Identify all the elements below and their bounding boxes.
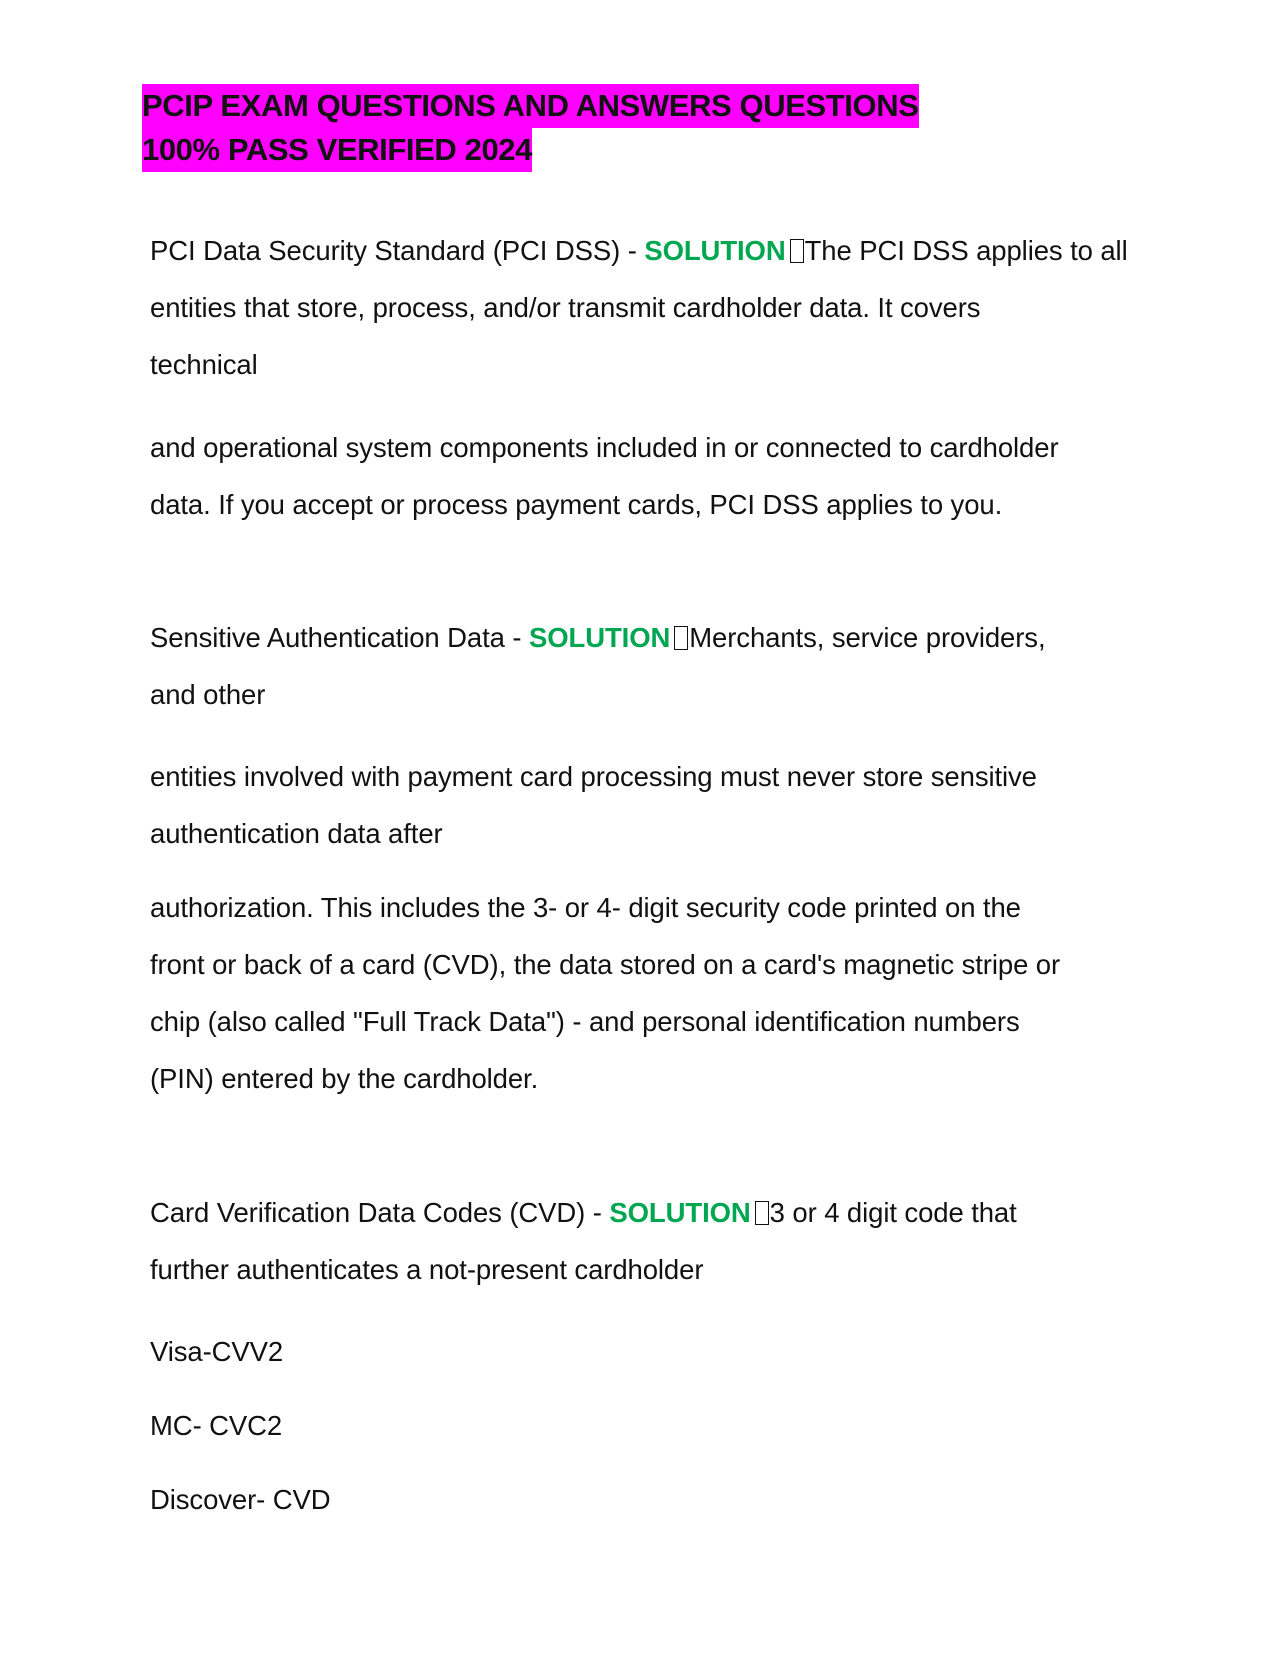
entry-2-answer-line-1: Merchants, service providers, — [689, 622, 1046, 653]
entry-1-line-1 — [150, 222, 1130, 279]
missing-glyph-box-icon — [755, 1201, 769, 1225]
entry-2-answer-line-2: and other — [150, 679, 266, 710]
missing-glyph-box-icon — [790, 239, 804, 263]
entry-2-solution-label: SOLUTION — [528, 622, 671, 653]
entry-2-para-2-line-2: authentication data after — [150, 818, 443, 849]
entry-1-answer-line-3: technical — [150, 349, 258, 380]
entry-3-line-1 — [150, 1184, 1130, 1241]
entry-2-term: Sensitive Authentication Data - — [150, 622, 529, 653]
entry-1-paragraph-2 — [150, 419, 1130, 533]
title-line-2: 100% PASS VERIFIED 2024 — [142, 128, 532, 172]
title-line-1: PCIP EXAM QUESTIONS AND ANSWERS QUESTIONS — [142, 84, 919, 128]
entry-2-paragraph-3 — [150, 879, 1130, 1107]
entry-2-para-3-line-1: authorization. This includes the 3- or 4- digit security code printed on the — [150, 892, 1021, 923]
entry-1-para-2-line-2: data. If you accept or process payment cards, PCI DSS applies to you. — [150, 489, 1003, 520]
entry-3-term: Card Verification Data Codes (CVD) - — [150, 1197, 610, 1228]
entry-1-question — [150, 222, 1130, 393]
entry-2-paragraph-2 — [150, 748, 1130, 862]
entry-2-para-3-line-4: (PIN) entered by the cardholder. — [150, 1063, 539, 1094]
entry-1-para-2-line-1: and operational system components included in or connected to cardholder — [150, 432, 1059, 463]
entry-2-para-3-line-2: front or back of a card (CVD), the data stored on a card's magnetic stripe or — [150, 949, 1061, 980]
entry-2-question — [150, 609, 1130, 723]
document-title — [142, 84, 1042, 172]
entry-1-answer-line-2: entities that store, process, and/or transmit cardholder data. It covers — [150, 292, 981, 323]
entry-2-line-1 — [150, 609, 1130, 666]
entry-1-term: PCI Data Security Standard (PCI DSS) - — [150, 235, 645, 266]
entry-1-solution-label: SOLUTION — [644, 235, 786, 266]
entry-2-para-3-line-3: chip (also called "Full Track Data") - and personal identification numbers — [150, 1006, 1020, 1037]
entry-3-answer-line-1: 3 or 4 digit code that — [769, 1197, 1017, 1228]
entry-1-answer-line-1: The PCI DSS applies to all — [804, 235, 1128, 266]
entry-3-list-item: Discover- CVD — [150, 1484, 331, 1515]
missing-glyph-box-icon — [674, 626, 688, 650]
entry-3-list-item: Visa-CVV2 — [150, 1336, 284, 1367]
entry-2-para-2-line-1: entities involved with payment card processing must never store sensitive — [150, 761, 1037, 792]
entry-3-question — [150, 1184, 1130, 1298]
entry-3-list-item: MC- CVC2 — [150, 1410, 283, 1441]
entry-3-answer-line-2: further authenticates a not-present cardholder — [150, 1254, 704, 1285]
entry-3-solution-label: SOLUTION — [609, 1197, 751, 1228]
